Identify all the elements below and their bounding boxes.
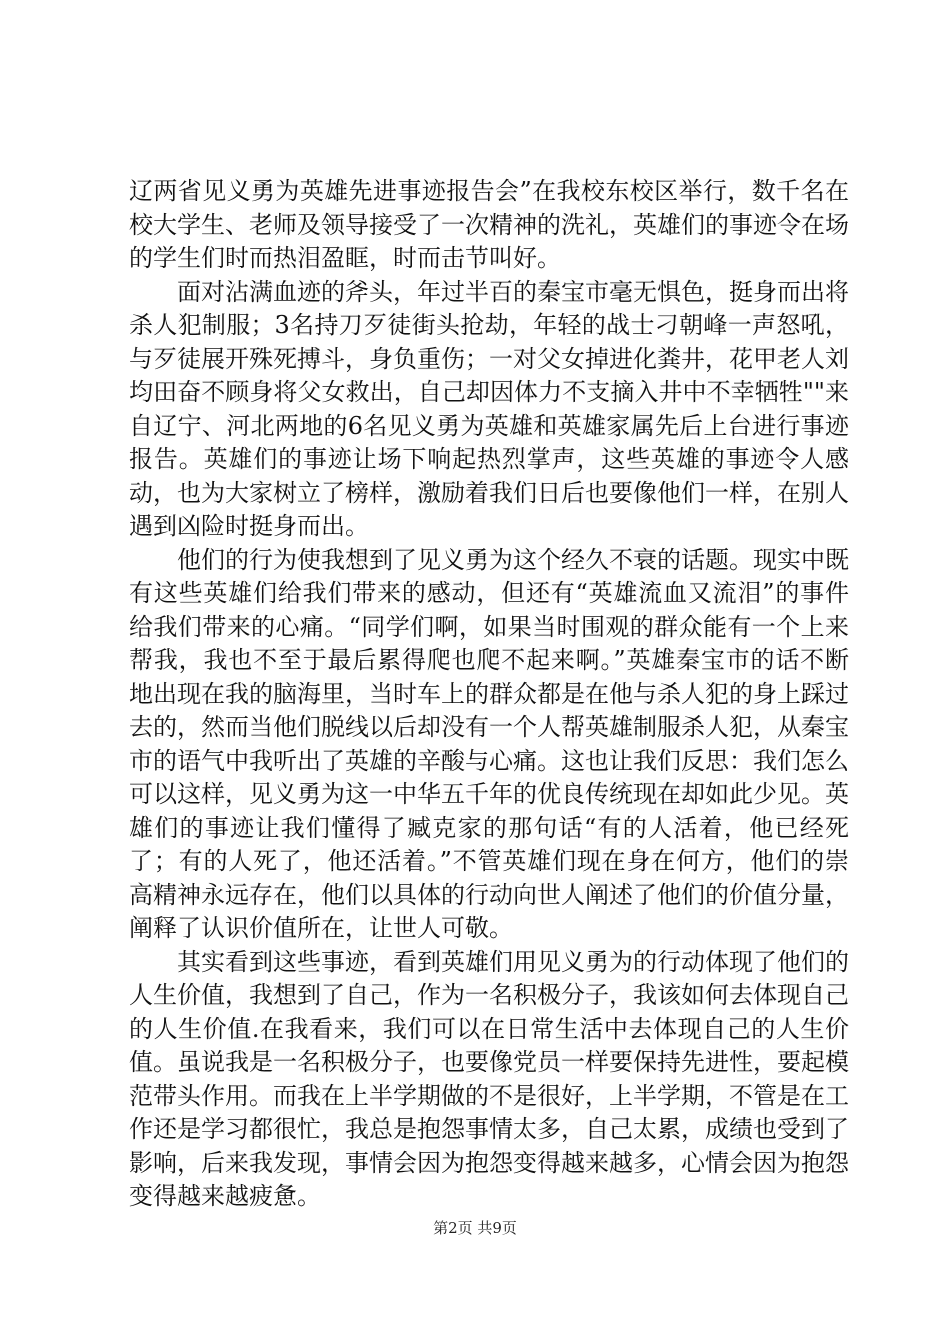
paragraph-3: 他们的行为使我想到了见义勇为这个经久不衰的话题。现实中既有这些英雄们给我们带来的感动，但还有“英雄流血又流泪”的事件给我们带来的心痛。“同学们啊，如果当时围观的群众能有一个上来帮我，我也不至于最后累得爬也爬不起来啊。”英雄秦宝市的话不断地出现在我的脑海里，当时车上的群众都是在他与杀人犯的身上踩过去的，然而当他们脱线以后却没有一个人帮英雄制服杀人犯，从秦宝市的语气中我听出了英雄的辛酸与心痛。这也让我们反思：我们怎么可以这样，见义勇为这一中华五千年的优良传统现在却如此少见。英雄们的事迹让我们懂得了臧克家的那句话“有的人活着，他已经死了；有的人死了，他还活着。”不管英雄们现在身在何方，他们的崇高精神永远存在，他们以具体的行动向世人阐述了他们的价值分量，阐释了认识价值所在，让世人可敬。 xyxy=(129,545,849,942)
paragraph-4: 其实看到这些事迹，看到英雄们用见义勇为的行动体现了他们的人生价值，我想到了自己，作为一名积极分子，我该如何去体现自己的人生价值.在我看来，我们可以在日常生活中去体现自己的人生价值。虽说我是一名积极分子，也要像党员一样要保持先进性，要起模范带头作用。而我在上半学期做的不是很好，上半学期，不管是在工作还是学习都很忙，我总是抱怨事情太多，自己太累，成绩也受到了影响，后来我发现，事情会因为抱怨变得越来越多，心情会因为抱怨变得越来越疲惫。 xyxy=(129,947,849,1210)
paragraph-2: 面对沾满血迹的斧头，年过半百的秦宝市毫无惧色，挺身而出将杀人犯制服；3名持刀歹徒街头抢劫，年轻的战士刁朝峰一声怒吼，与歹徒展开殊死搏斗，身负重伤；一对父女掉进化粪井，花甲老人刘均田奋不顾身将父女救出，自己却因体力不支摘入井中不幸牺牲""来自辽宁、河北两地的6名见义勇为英雄和英雄家属先后上台进行事迹报告。英雄们的事迹让场下响起热烈掌声，这些英雄的事迹令人感动，也为大家树立了榜样，激励着我们日后也要像他们一样，在别人遇到凶险时挺身而出。 xyxy=(129,277,849,540)
page-number-footer: 第2页 共9页 xyxy=(433,1219,517,1237)
paragraph-1: 辽两省见义勇为英雄先进事迹报告会”在我校东校区举行，数千名在校大学生、老师及领导接受了一次精神的洗礼，英雄们的事迹令在场的学生们时而热泪盈眶，时而击节叫好。 xyxy=(129,177,849,272)
document-body xyxy=(129,175,849,1214)
